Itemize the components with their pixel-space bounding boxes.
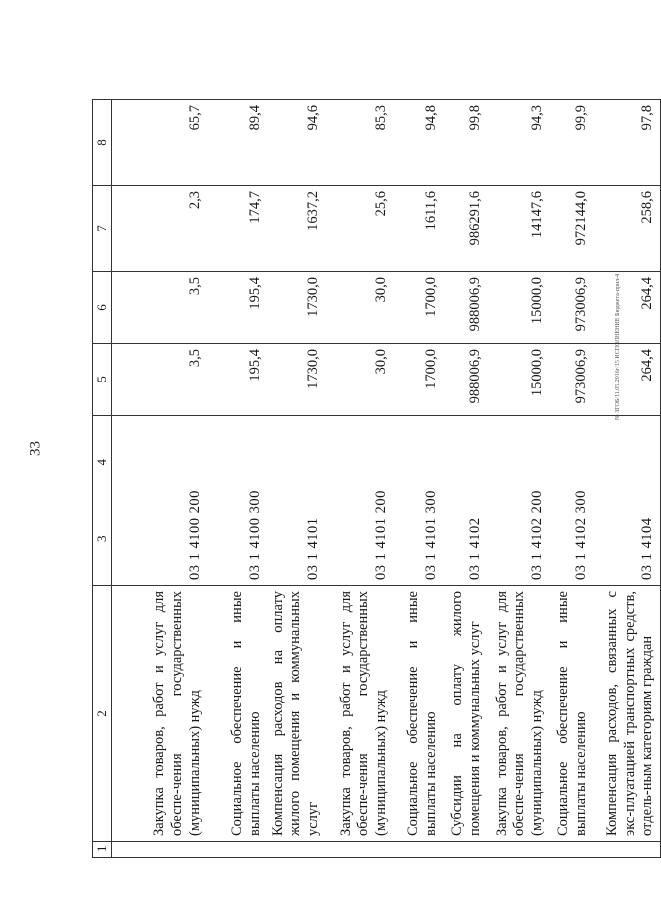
cell-col8: 85,3 — [326, 100, 394, 186]
table-row — [326, 38, 394, 858]
column-header-2: 2 — [93, 586, 112, 842]
cell-col5: 1700,0 — [394, 344, 444, 416]
cell-name: Компенсация расходов, связанных с экс-плуатацией транспортных средств, отдель-ным категориям граждан — [594, 586, 661, 842]
cell-col7: 1637,2 — [268, 186, 326, 272]
cell-col8: 99,9 — [550, 100, 594, 186]
cell-code: 03 1 4104 — [594, 416, 661, 586]
column-header-1: 1 — [93, 842, 112, 858]
cell-code: 03 1 4101 300 — [394, 416, 444, 586]
cell-col7: 174,7 — [208, 186, 268, 272]
cell-col1 — [594, 842, 661, 858]
cell-code: 03 1 4100 200 — [112, 416, 208, 586]
cell-code: 03 1 4102 200 — [488, 416, 550, 586]
cell-col6: 1730,0 — [268, 272, 326, 344]
cell-col1 — [550, 842, 594, 858]
cell-col7: 986291,6 — [444, 186, 488, 272]
column-header-8: 8 — [93, 100, 112, 186]
cell-col6: 988006,9 — [444, 272, 488, 344]
table-row — [488, 38, 550, 858]
document-footer-code: № ЗГОБ/11.05.2016г/15 ИСПОЛНЕНИЕ Бюджета-прил-4 — [615, 273, 621, 420]
cell-col5: 15000,0 — [488, 344, 550, 416]
cell-col5: 30,0 — [326, 344, 394, 416]
table-row — [394, 38, 444, 858]
cell-name: Субсидии на оплату жилого помещения и коммунальных услуг — [444, 586, 488, 842]
budget-execution-table — [92, 37, 661, 858]
cell-col6: 264,4 — [594, 272, 661, 344]
cell-col5: 1730,0 — [268, 344, 326, 416]
cell-code: 03 1 4102 — [444, 416, 488, 586]
cell-col8: 99,8 — [444, 100, 488, 186]
cell-col8: 89,4 — [208, 100, 268, 186]
page-number: 33 — [27, 441, 44, 456]
cell-col6: 973006,9 — [550, 272, 594, 344]
cell-name: Закупка товаров, работ и услуг для обеспе-чения государственных (муниципальных) нужд — [326, 586, 394, 842]
cell-col1 — [326, 842, 394, 858]
cell-col1 — [208, 842, 268, 858]
cell-name: Социальное обеспечение и иные выплаты населению — [550, 586, 594, 842]
cell-name: Компенсация расходов на оплату жилого помещения и коммунальных услуг — [268, 586, 326, 842]
column-header-3: 3 — [94, 535, 110, 542]
cell-name: Закупка товаров, работ и услуг для обеспе-чения государственных (муниципальных) нужд — [488, 586, 550, 842]
cell-col8: 94,6 — [268, 100, 326, 186]
column-header-5: 5 — [93, 344, 112, 416]
table-row — [444, 38, 488, 858]
cell-col5: 988006,9 — [444, 344, 488, 416]
cell-col6: 3,5 — [112, 272, 208, 344]
cell-col6: 195,4 — [208, 272, 268, 344]
cell-col7: 1611,6 — [394, 186, 444, 272]
cell-col7: 258,6 — [594, 186, 661, 272]
cell-col7: 25,6 — [326, 186, 394, 272]
cell-code: 03 1 4101 200 — [326, 416, 394, 586]
cell-col5: 973006,9 — [550, 344, 594, 416]
cell-col1 — [488, 842, 550, 858]
cell-col6: 1700,0 — [394, 272, 444, 344]
cell-col5: 3,5 — [112, 344, 208, 416]
cell-code: 03 1 4102 300 — [550, 416, 594, 586]
cell-col1 — [394, 842, 444, 858]
cell-code: 03 1 4100 300 — [208, 416, 268, 586]
column-header-3-4 — [93, 416, 112, 586]
cell-col1 — [112, 842, 208, 858]
cell-name: Закупка товаров, работ и услуг для обеспе-чения государственных (муниципальных) нужд — [112, 586, 208, 842]
cell-col5: 264,4 — [594, 344, 661, 416]
cell-col5: 195,4 — [208, 344, 268, 416]
table-row — [208, 38, 268, 858]
table-header-row — [93, 38, 112, 858]
cell-col8: 94,8 — [394, 100, 444, 186]
cell-col6: 30,0 — [326, 272, 394, 344]
cell-name: Социальное обеспечение и иные выплаты населению — [208, 586, 268, 842]
cell-code: 03 1 4101 — [268, 416, 326, 586]
cell-col8: 97,8 — [594, 100, 661, 186]
cell-col6: 15000,0 — [488, 272, 550, 344]
table-row — [594, 38, 661, 858]
cell-col1 — [444, 842, 488, 858]
cell-col7: 972144,0 — [550, 186, 594, 272]
cell-col8: 94,3 — [488, 100, 550, 186]
cell-col7: 14147,6 — [488, 186, 550, 272]
cell-col7: 2,3 — [112, 186, 208, 272]
column-header-4: 4 — [94, 459, 110, 466]
cell-col8: 65,7 — [112, 100, 208, 186]
column-header-6: 6 — [93, 272, 112, 344]
table-row — [112, 38, 208, 858]
cell-name: Социальное обеспечение и иные выплаты населению — [394, 586, 444, 842]
cell-col1 — [268, 842, 326, 858]
column-header-7: 7 — [93, 186, 112, 272]
table-row — [268, 38, 326, 858]
table-row — [550, 38, 594, 858]
